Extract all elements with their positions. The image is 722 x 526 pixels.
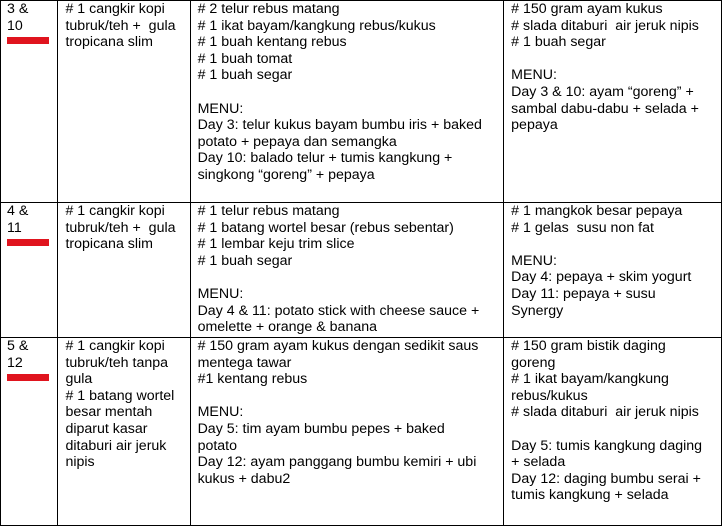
breakfast-line: # 1 cangkir kopi [65,203,165,219]
dinner-line: + selada [511,454,566,471]
dinner-line: # 1 mangkok besar pepaya [511,203,683,219]
day-cell [1,203,58,338]
lunch-line: kukus + dabu2 [197,470,291,487]
breakfast-line: tubruk/teh tanpa [65,354,169,371]
breakfast-line: # 1 cangkir kopi [65,1,165,17]
blank-line [511,51,716,68]
dinner-line: pepaya [511,117,558,134]
lunch-line: MENU: [197,100,244,117]
lunch-line: singkong “goreng” + pepaya [197,166,375,183]
blank-line [198,388,499,405]
lunch-line: # 1 buah kentang rebus [197,34,347,51]
breakfast-line: nipis [65,454,95,471]
lunch-line: Day 12: ayam panggang bumbu kemiri + ubi [197,454,477,471]
breakfast-line: tubruk/teh + gula [65,17,176,34]
lunch-line: Day 10: balado telur + tumis kangkung + [197,150,453,167]
lunch-line: mentega tawar [197,354,292,371]
table-row [1,338,722,526]
dinner-line: MENU: [511,252,557,269]
dinner-line: goreng [511,354,556,371]
day-cell [1,1,58,203]
lunch-line: # 1 lembar keju trim slice [197,236,355,253]
blank-line [198,269,499,286]
dinner-line: rebus/kukus [511,387,588,404]
lunch-line: MENU: [197,285,244,302]
lunch-line: Day 4 & 11: potato stick with cheese sauce + [197,302,480,319]
lunch-line: Day 3: telur kukus bayam bumbu iris + baked [197,117,482,134]
lunch-line: # 1 buah tomat [197,50,293,67]
day-label: 3 & [7,1,29,17]
lunch-line: # 2 telur rebus matang [197,1,340,17]
breakfast-line: # 1 cangkir kopi [65,338,165,354]
lunch-cell [190,1,504,203]
dinner-line: Day 5: tumis kangkung daging [511,437,703,454]
day-cell [1,338,58,526]
lunch-line: omelette + orange & banana [197,319,378,336]
dinner-line: Synergy [511,302,564,319]
blank-line [511,421,716,438]
day-label: 11 [7,219,22,236]
lunch-line: # 1 buah segar [197,252,293,269]
breakfast-cell [58,338,190,526]
breakfast-line: tropicana slim [65,236,153,253]
dinner-line: # slada ditaburi air jeruk nipis [511,17,699,34]
dinner-line: Day 3 & 10: ayam “goreng” + [511,83,694,100]
lunch-line: Day 5: tim ayam bumbu pepes + baked [197,420,445,437]
lunch-line: # 1 ikat bayam/kangkung rebus/kukus [197,17,436,34]
breakfast-line: besar mentah [65,404,153,421]
red-marker [7,37,49,44]
lunch-line: #1 kentang rebus [197,371,308,388]
blank-line [198,84,499,101]
breakfast-line: gula [65,371,93,388]
lunch-line: # 1 batang wortel besar (rebus sebentar) [197,219,454,236]
dinner-line: Day 11: pepaya + susu [511,285,656,302]
table-row [1,203,722,338]
dinner-cell [504,338,722,526]
breakfast-line: tubruk/teh + gula [65,219,176,236]
lunch-line: # 150 gram ayam kukus dengan sedikit saus [197,338,479,354]
table-row [1,1,722,203]
blank-line [511,236,716,253]
breakfast-line: ditaburi air jeruk [65,437,167,454]
breakfast-cell [58,1,190,203]
dinner-line: tumis kangkung + selada [511,487,669,504]
lunch-cell [190,203,504,338]
dinner-line: # 150 gram bistik daging [511,338,666,354]
lunch-line: MENU: [197,404,244,421]
dinner-cell [504,1,722,203]
dinner-line: # 1 buah segar [511,34,606,51]
day-label: 5 & [7,338,29,354]
day-label: 4 & [7,203,29,219]
day-label: 10 [7,17,23,34]
lunch-line: potato + pepaya dan semangka [197,133,397,150]
dinner-cell [504,203,722,338]
breakfast-cell [58,203,190,338]
dinner-line: # 150 gram ayam kukus [511,1,663,17]
lunch-cell [190,338,504,526]
breakfast-line: tropicana slim [65,34,153,51]
breakfast-line: # 1 batang wortel [65,387,175,404]
breakfast-line: diparut kasar [65,420,148,437]
red-marker [7,374,49,381]
lunch-line: # 1 telur rebus matang [197,203,340,219]
dinner-line: # slada ditaburi air jeruk nipis [511,404,699,421]
lunch-line: # 1 buah segar [197,67,293,84]
dinner-line: # 1 gelas susu non fat [511,219,654,236]
dinner-line: sambal dabu-dabu + selada + [511,100,699,117]
red-marker [7,239,49,246]
dinner-line: # 1 ikat bayam/kangkung [511,371,669,388]
lunch-line: potato [197,437,238,454]
dinner-line: Day 4: pepaya + skim yogurt [511,269,692,286]
dinner-line: Day 12: daging bumbu serai + [511,470,701,487]
dinner-line: MENU: [511,67,557,84]
day-label: 12 [7,354,23,371]
